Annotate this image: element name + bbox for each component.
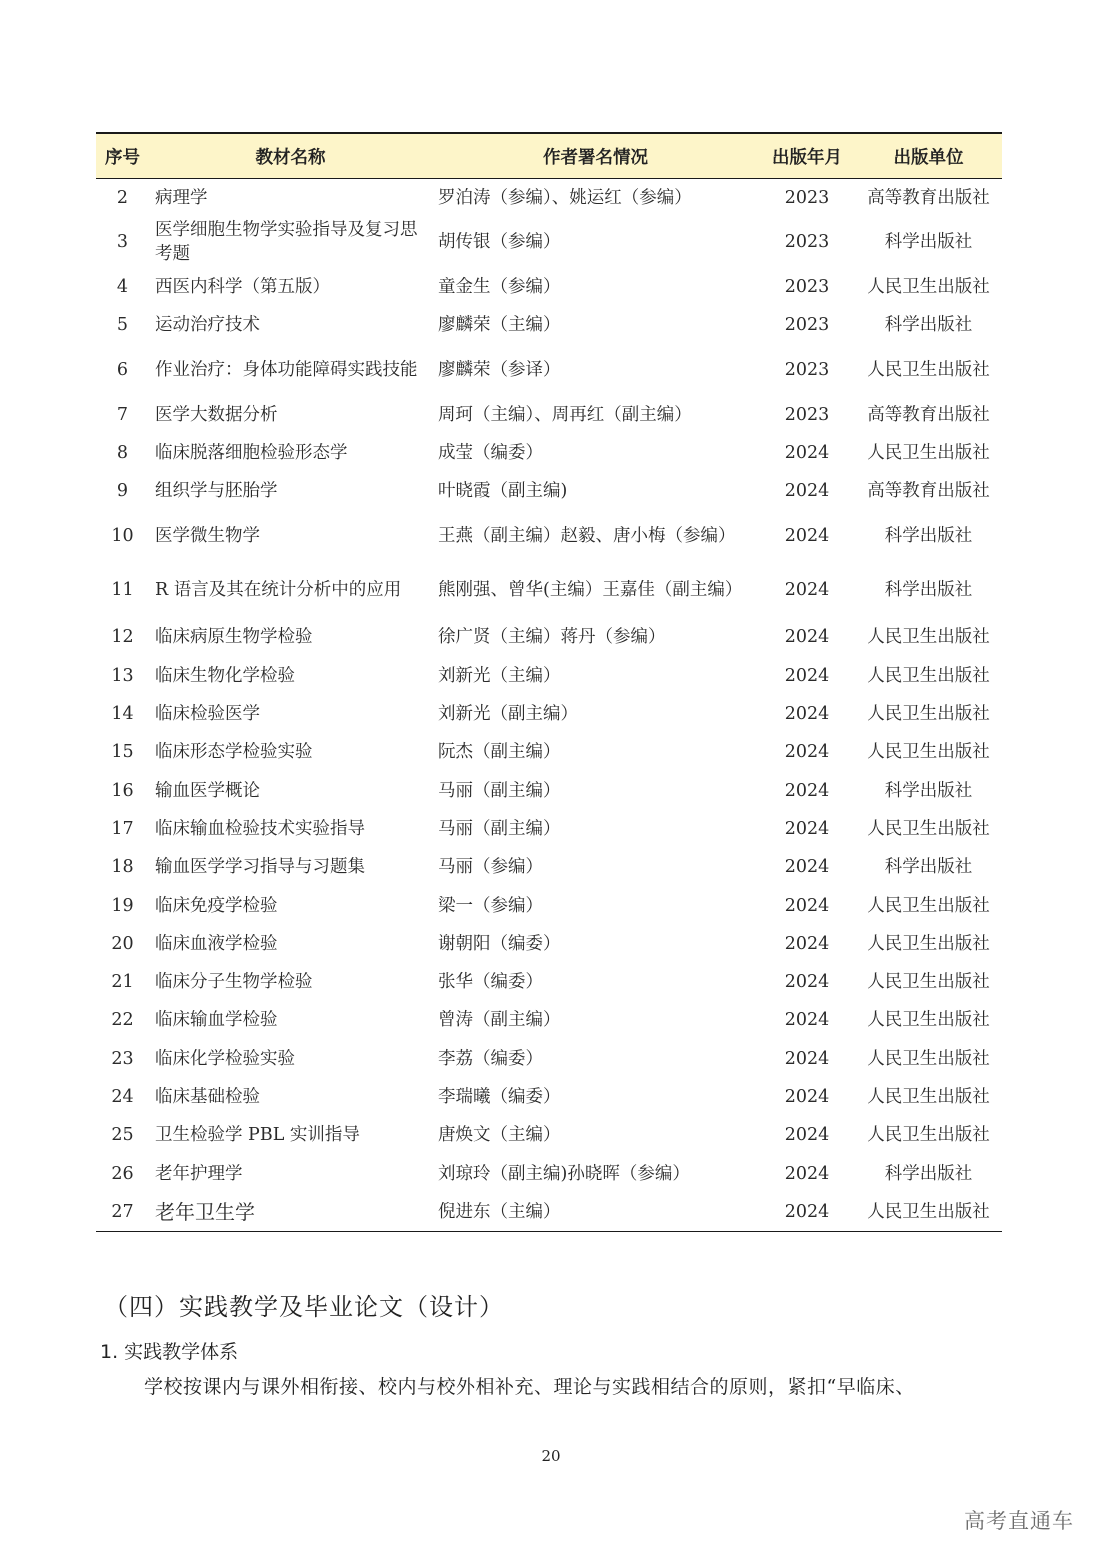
cell-title: 临床化学检验实验 [155, 1048, 295, 1069]
table-row [96, 771, 1002, 809]
cell-num: 25 [111, 1125, 134, 1146]
cell-year: 2024 [784, 1163, 830, 1184]
cell-title: 组织学与胚胎学 [155, 481, 278, 502]
cell-year: 2023 [784, 187, 830, 208]
cell-title: 临床基础检验 [155, 1086, 260, 1107]
cell-year: 2024 [784, 579, 830, 600]
cell-num: 3 [116, 232, 129, 253]
table-row [96, 510, 1002, 561]
cell-author: 马丽（副主编） [438, 818, 561, 839]
cell-year: 2024 [784, 857, 830, 878]
cell-publisher: 人民卫生出版社 [867, 742, 990, 763]
table-row [96, 848, 1002, 886]
cell-author: 胡传银（参编） [438, 232, 561, 253]
cell-title: 医学大数据分析 [155, 404, 278, 425]
cell-publisher: 高等教育出版社 [867, 187, 990, 208]
cell-author: 马丽（参编） [438, 857, 543, 878]
cell-year: 2023 [784, 404, 830, 425]
cell-publisher: 人民卫生出版社 [867, 704, 990, 725]
table-row [96, 733, 1002, 771]
cell-author: 刘新光（主编） [438, 665, 561, 686]
cell-year: 2024 [784, 1048, 830, 1069]
cell-num: 21 [111, 972, 134, 993]
table-row [96, 695, 1002, 733]
cell-num: 10 [111, 525, 134, 546]
cell-title: 临床形态学检验实验 [155, 742, 313, 763]
cell-title: 输血医学概论 [155, 780, 260, 801]
table-row [96, 561, 1002, 618]
cell-num: 9 [116, 481, 129, 502]
cell-year: 2023 [784, 315, 830, 336]
cell-publisher: 人民卫生出版社 [867, 665, 990, 686]
table-row [96, 344, 1002, 395]
cell-num: 19 [111, 895, 134, 916]
watermark: 高考直通车 [964, 1509, 1074, 1533]
table-row [96, 886, 1002, 924]
cell-publisher: 科学出版社 [884, 1163, 973, 1184]
cell-publisher: 高等教育出版社 [867, 481, 990, 502]
cell-year: 2024 [784, 1125, 830, 1146]
table-row [96, 1001, 1002, 1039]
cell-author: 李荔（编委） [438, 1048, 543, 1069]
cell-author: 周珂（主编）、周再红（副主编） [438, 404, 692, 425]
textbook-table [96, 132, 1002, 1232]
cell-publisher: 人民卫生出版社 [867, 1086, 990, 1107]
cell-title: 临床输血学检验 [155, 1010, 278, 1031]
cell-publisher: 人民卫生出版社 [867, 933, 990, 954]
table-row [96, 657, 1002, 695]
cell-author: 唐焕文（主编） [438, 1125, 561, 1146]
cell-title: 临床分子生物学检验 [155, 972, 313, 993]
header-publisher: 出版单位 [855, 133, 1002, 179]
cell-year: 2024 [784, 933, 830, 954]
cell-year: 2024 [784, 818, 830, 839]
cell-title: 运动治疗技术 [155, 315, 260, 336]
cell-author: 阮杰（副主编） [438, 742, 561, 763]
table-row [96, 1116, 1002, 1154]
cell-author: 马丽（副主编） [438, 780, 561, 801]
header-author: 作者署名情况 [432, 133, 759, 179]
cell-publisher: 科学出版社 [884, 315, 973, 336]
cell-publisher: 人民卫生出版社 [867, 1125, 990, 1146]
cell-publisher: 人民卫生出版社 [867, 1010, 990, 1031]
sub-heading: 1. 实践教学体系 [100, 1341, 239, 1363]
cell-author: 李瑞曦（编委） [438, 1086, 561, 1107]
cell-title: 临床血液学检验 [155, 933, 278, 954]
cell-num: 15 [111, 742, 134, 763]
cell-year: 2024 [784, 972, 830, 993]
cell-publisher: 人民卫生出版社 [867, 895, 990, 916]
cell-title: 病理学 [155, 187, 208, 208]
cell-title: 临床检验医学 [155, 704, 260, 725]
cell-author: 成莹（编委） [438, 442, 543, 463]
cell-year: 2024 [784, 895, 830, 916]
cell-author: 刘琼玲（副主编)孙晓晖（参编） [438, 1163, 690, 1184]
cell-author: 童金生（参编） [438, 276, 561, 297]
cell-title: 临床病原生物学检验 [155, 627, 313, 648]
cell-num: 5 [116, 315, 129, 336]
cell-num: 13 [111, 665, 134, 686]
cell-year: 2024 [784, 481, 830, 502]
table-row [96, 963, 1002, 1001]
cell-num: 8 [116, 442, 129, 463]
cell-author: 曾涛（副主编） [438, 1010, 561, 1031]
cell-year: 2024 [784, 627, 830, 648]
cell-author: 罗泊涛（参编）、姚运红（参编） [438, 187, 692, 208]
table-row [96, 268, 1002, 306]
cell-publisher: 科学出版社 [884, 780, 973, 801]
header-title: 教材名称 [149, 133, 432, 179]
cell-num: 18 [111, 857, 134, 878]
header-num: 序号 [96, 133, 149, 179]
cell-title: 医学微生物学 [155, 525, 260, 546]
cell-year: 2024 [784, 525, 830, 546]
cell-year: 2023 [784, 232, 830, 253]
table-header [96, 133, 1002, 179]
cell-publisher: 人民卫生出版社 [867, 1048, 990, 1069]
cell-num: 20 [111, 933, 134, 954]
cell-author: 梁一（参编） [438, 895, 543, 916]
cell-publisher: 人民卫生出版社 [867, 276, 990, 297]
header-row [96, 133, 1002, 179]
cell-publisher: 科学出版社 [884, 857, 973, 878]
cell-title: 临床输血检验技术实验指导 [155, 818, 365, 839]
table-row [96, 1078, 1002, 1116]
cell-title: R 语言及其在统计分析中的应用 [155, 579, 402, 600]
cell-title: 卫生检验学 PBL 实训指导 [155, 1125, 360, 1146]
cell-num: 27 [96, 1193, 149, 1232]
cell-author: 徐广贤（主编）蒋丹（参编） [438, 627, 666, 648]
cell-title: 输血医学学习指导与习题集 [155, 857, 365, 878]
cell-title: 作业治疗：身体功能障碍实践技能 [155, 359, 418, 380]
cell-num: 4 [116, 276, 129, 297]
cell-year: 2024 [784, 1010, 830, 1031]
cell-num: 12 [111, 627, 134, 648]
cell-title: 西医内科学（第五版） [155, 276, 330, 297]
cell-author: 谢朝阳（编委） [438, 933, 561, 954]
table-row [96, 618, 1002, 656]
table-body [96, 179, 1002, 1232]
table-row [96, 217, 1002, 268]
cell-author: 张华（编委） [438, 972, 543, 993]
cell-publisher: 人民卫生出版社 [867, 972, 990, 993]
page-number: 20 [541, 1447, 561, 1465]
cell-num: 26 [111, 1163, 134, 1184]
cell-num: 2 [116, 187, 129, 208]
section-heading: （四）实践教学及毕业论文（设计） [104, 1293, 504, 1321]
cell-publisher: 人民卫生出版社 [855, 1193, 1002, 1232]
cell-publisher: 科学出版社 [884, 579, 973, 600]
table-row [96, 925, 1002, 963]
cell-title: 临床脱落细胞检验形态学 [155, 442, 348, 463]
cell-publisher: 科学出版社 [884, 525, 973, 546]
table-row [96, 1154, 1002, 1192]
cell-author: 熊刚强、曾华(主编）王嘉佳（副主编） [438, 579, 743, 600]
cell-num: 22 [111, 1010, 134, 1031]
cell-year: 2023 [784, 359, 830, 380]
table-row [96, 472, 1002, 510]
cell-publisher: 人民卫生出版社 [867, 818, 990, 839]
table-row [96, 306, 1002, 344]
cell-year: 2024 [784, 665, 830, 686]
cell-publisher: 科学出版社 [884, 232, 973, 253]
cell-num: 14 [111, 704, 134, 725]
cell-publisher: 人民卫生出版社 [867, 359, 990, 380]
cell-author: 廖麟荣（参译） [438, 359, 561, 380]
cell-author: 倪进东（主编） [432, 1193, 759, 1232]
cell-author: 王燕（副主编）赵毅、唐小梅（参编） [438, 525, 736, 546]
cell-publisher: 人民卫生出版社 [867, 627, 990, 648]
cell-author: 廖麟荣（主编） [438, 315, 561, 336]
cell-title: 老年护理学 [155, 1163, 243, 1184]
cell-year: 2024 [784, 742, 830, 763]
header-year: 出版年月 [759, 133, 855, 179]
cell-year: 2024 [784, 442, 830, 463]
cell-author: 刘新光（副主编） [438, 704, 578, 725]
cell-publisher: 人民卫生出版社 [867, 442, 990, 463]
table-row [96, 810, 1002, 848]
table-row [96, 434, 1002, 472]
cell-year: 2023 [784, 276, 830, 297]
cell-publisher: 高等教育出版社 [867, 404, 990, 425]
cell-year: 2024 [784, 1086, 830, 1107]
table-row [96, 395, 1002, 433]
cell-title: 临床生物化学检验 [155, 665, 295, 686]
table-row [96, 1040, 1002, 1078]
cell-title: 临床免疫学检验 [155, 895, 278, 916]
cell-num: 7 [116, 404, 129, 425]
cell-num: 11 [111, 579, 134, 600]
cell-year: 2024 [784, 780, 830, 801]
cell-num: 24 [111, 1086, 134, 1107]
cell-title: 老年卫生学 [149, 1193, 432, 1232]
cell-num: 17 [111, 818, 134, 839]
cell-author: 叶晓霞（副主编) [438, 481, 568, 502]
body-paragraph: 学校按课内与课外相衔接、校内与校外相补充、理论与实践相结合的原则，紧扣“早临床、 [144, 1376, 915, 1398]
cell-title: 医学细胞生物学实验指导及复习思考题 [155, 220, 418, 265]
cell-year: 2024 [784, 704, 830, 725]
cell-num: 6 [116, 359, 129, 380]
cell-year: 2024 [759, 1193, 855, 1232]
table-row [96, 179, 1002, 217]
table-row [96, 1193, 1002, 1232]
cell-num: 16 [111, 780, 134, 801]
cell-num: 23 [111, 1048, 134, 1069]
